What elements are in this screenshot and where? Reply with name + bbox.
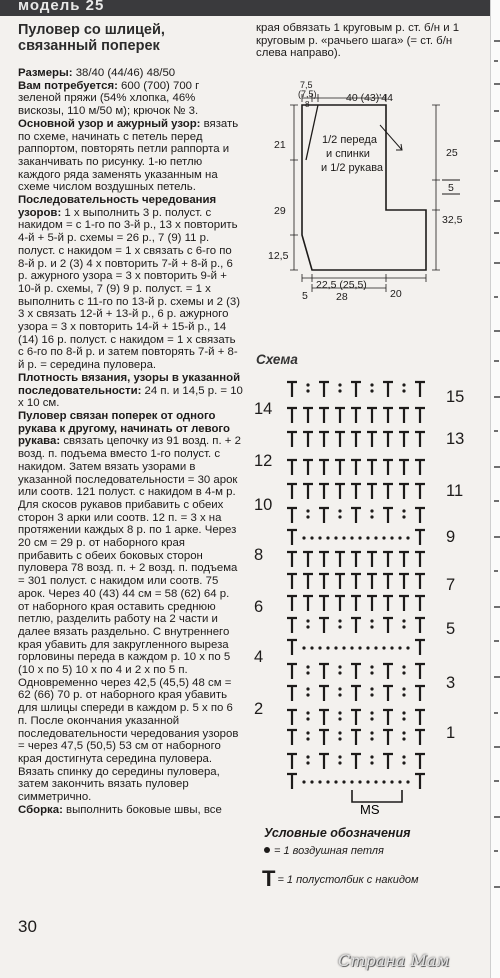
chain-stitch-icon [402, 717, 405, 720]
article-body [18, 22, 243, 816]
chain-stitch-icon [338, 761, 341, 764]
chain-stitch-icon [370, 665, 373, 668]
chain-stitch-icon [374, 536, 377, 539]
dc-stitch-icon [351, 460, 361, 475]
dc-stitch-icon [287, 686, 297, 701]
chain-stitch-icon [318, 536, 321, 539]
chain-stitch-icon [406, 646, 409, 649]
piece-label-1: 1/2 переда [322, 134, 377, 146]
row-number-13: 13 [446, 430, 465, 448]
density-paragraph [18, 372, 243, 410]
dc-symbol-icon: T [262, 866, 276, 891]
dim-right-25: 25 [446, 147, 458, 159]
pattern-label: Основной узор и ажурный узор: [18, 117, 201, 130]
chain-stitch-icon [310, 536, 313, 539]
site-watermark [338, 951, 490, 975]
rapport-label: MS [360, 802, 380, 817]
chain-stitch-icon [370, 737, 373, 740]
dc-stitch-icon [351, 686, 361, 701]
chain-stitch-icon [302, 780, 305, 783]
chain-stitch-icon [370, 711, 373, 714]
chain-dot-icon [264, 847, 270, 853]
chain-stitch-icon [310, 780, 313, 783]
dc-stitch-icon [335, 408, 345, 423]
dc-stitch-icon [415, 484, 425, 499]
garment-schematic [254, 80, 490, 325]
dc-stitch-icon [319, 664, 329, 679]
dc-stitch-icon [287, 754, 297, 769]
dc-stitch-icon [287, 710, 297, 725]
chain-stitch-icon [370, 619, 373, 622]
dc-stitch-icon [399, 596, 409, 611]
chain-stitch-icon [306, 389, 309, 392]
dc-stitch-icon [287, 508, 297, 523]
dc-stitch-icon [351, 618, 361, 633]
chain-stitch-icon [342, 536, 345, 539]
dc-stitch-icon [415, 618, 425, 633]
dc-stitch-icon [335, 432, 345, 447]
dc-stitch-icon [415, 382, 425, 397]
dc-stitch-icon [415, 508, 425, 523]
dc-stitch-icon [319, 686, 329, 701]
dc-stitch-icon [415, 774, 425, 789]
chain-stitch-icon [338, 731, 341, 734]
chain-stitch-icon [382, 780, 385, 783]
dc-stitch-icon [383, 382, 393, 397]
chain-stitch-icon [370, 731, 373, 734]
chain-stitch-icon [402, 625, 405, 628]
chain-stitch-icon [370, 693, 373, 696]
dc-stitch-icon [319, 596, 329, 611]
dc-stitch-icon [351, 552, 361, 567]
sequence-paragraph [18, 194, 243, 372]
row-number-9: 9 [446, 528, 456, 546]
chain-stitch-icon [406, 780, 409, 783]
dc-stitch-icon [287, 618, 297, 633]
dc-stitch-icon [319, 460, 329, 475]
chain-stitch-icon [366, 646, 369, 649]
instructions-label: Пуловер связан поперек от одного рукава к другому, начинать от левого рукава: [18, 409, 230, 448]
chain-stitch-icon [306, 625, 309, 628]
chain-stitch-icon [326, 780, 329, 783]
chain-stitch-icon [318, 780, 321, 783]
dc-stitch-icon [287, 552, 297, 567]
dc-stitch-icon [287, 730, 297, 745]
chain-stitch-icon [306, 761, 309, 764]
dc-stitch-icon [383, 460, 393, 475]
chain-stitch-icon [390, 780, 393, 783]
chain-stitch-icon [350, 536, 353, 539]
dc-stitch-icon [415, 460, 425, 475]
dim-right-5: 5 [448, 182, 454, 194]
dc-stitch-icon [351, 432, 361, 447]
legend-dc [262, 866, 419, 892]
chain-stitch-icon [306, 711, 309, 714]
dc-stitch-icon [383, 484, 393, 499]
chain-stitch-icon [302, 536, 305, 539]
dc-stitch-icon [367, 432, 377, 447]
dc-stitch-icon [367, 574, 377, 589]
materials-value: 600 (700) 700 г зеленой пряжи (54% хлопка, 46% вискозы, 110 м/50 м); крючок № 3. [18, 79, 200, 118]
dc-stitch-icon [319, 574, 329, 589]
dc-stitch-icon [287, 574, 297, 589]
dc-stitch-icon [335, 596, 345, 611]
chain-stitch-icon [326, 646, 329, 649]
row-number-10: 10 [254, 496, 273, 514]
dc-stitch-icon [383, 508, 393, 523]
dc-stitch-icon [351, 382, 361, 397]
chain-stitch-icon [402, 515, 405, 518]
instructions-paragraph [18, 410, 243, 804]
sequence-value: 1 х выполнить 3 р. полуст. с накидом = с 1-го по 3-й р., 13 х повторить 4-й + 5-й р. схемы = 26 р., 7 (9) 11 р. полуст. с накидом = 1 х связать с 6-го по 8-й р. и 2 (3) 4 х повторить 7-й + 8-й р., 6 р. ажурного узора = 3 х повторить 9-й + 10-й р. схемы, 7 (9) 9 р. полуст. = 1 х выполнить с 11-го по 13-й р. схемы и 2 (3) 3 х связать 12-й + 13-й р., 6 р. ажурного узора = 3 х повторить 14-й + 15-й р., 14 (14) 16 р. полуст. с накидом = 1 х связать с 6-го по 8-й р. и затем повторять 7-й + 8-й р. = середина пуловера. [18, 206, 241, 372]
outline-path [302, 105, 426, 270]
chain-stitch-icon [306, 717, 309, 720]
dc-stitch-icon [319, 408, 329, 423]
dc-stitch-icon [383, 552, 393, 567]
chain-stitch-icon [306, 619, 309, 622]
dc-stitch-icon [303, 596, 313, 611]
dc-stitch-icon [351, 664, 361, 679]
dc-stitch-icon [287, 664, 297, 679]
dc-stitch-icon [367, 408, 377, 423]
dc-stitch-icon [303, 552, 313, 567]
dc-stitch-icon [287, 640, 297, 655]
dc-stitch-icon [415, 408, 425, 423]
legend-chain-text: = 1 воздушная петля [274, 845, 384, 857]
dc-stitch-icon [367, 596, 377, 611]
chain-stitch-icon [402, 665, 405, 668]
chain-stitch-icon [402, 619, 405, 622]
dc-stitch-icon [351, 596, 361, 611]
density-label: Плотность вязания, узоры в указанной последовательности: [18, 371, 241, 397]
dc-stitch-icon [303, 574, 313, 589]
row-number-4: 4 [254, 648, 264, 666]
dc-stitch-icon [351, 484, 361, 499]
dc-stitch-icon [351, 754, 361, 769]
materials-label: Вам потребуется: [18, 79, 118, 92]
dc-stitch-icon [383, 730, 393, 745]
dc-stitch-icon [351, 508, 361, 523]
chain-stitch-icon [402, 731, 405, 734]
chain-stitch-icon [398, 646, 401, 649]
dc-stitch-icon [367, 460, 377, 475]
dc-stitch-icon [319, 730, 329, 745]
row-number-12: 12 [254, 452, 273, 470]
chain-stitch-icon [338, 717, 341, 720]
dc-stitch-icon [399, 408, 409, 423]
dc-stitch-icon [303, 460, 313, 475]
chain-stitch-icon [306, 687, 309, 690]
dc-stitch-icon [287, 460, 297, 475]
dc-stitch-icon [319, 508, 329, 523]
dc-stitch-icon [287, 596, 297, 611]
chain-stitch-icon [402, 711, 405, 714]
title-line-1: Пуловер со шлицей, [18, 22, 165, 38]
density-value: 24 п. и 14,5 р. = 10 х 10 см. [18, 384, 243, 410]
chain-stitch-icon [334, 646, 337, 649]
assembly-label: Сборка: [18, 803, 63, 816]
chain-stitch-icon [338, 693, 341, 696]
dim-bottom-20: 20 [390, 288, 402, 300]
chain-stitch-icon [402, 755, 405, 758]
chain-stitch-icon [370, 509, 373, 512]
dc-stitch-icon [287, 432, 297, 447]
chain-stitch-icon [358, 780, 361, 783]
row-number-3: 3 [446, 674, 456, 692]
row-number-5: 5 [446, 620, 456, 638]
chain-stitch-icon [350, 780, 353, 783]
chain-stitch-icon [306, 693, 309, 696]
dc-stitch-icon [287, 408, 297, 423]
chain-stitch-icon [306, 383, 309, 386]
dc-stitch-icon [335, 484, 345, 499]
row-number-15: 15 [446, 388, 465, 406]
dc-stitch-icon [415, 664, 425, 679]
chain-stitch-icon [402, 761, 405, 764]
dc-stitch-icon [383, 686, 393, 701]
chain-stitch-icon [326, 536, 329, 539]
dc-stitch-icon [415, 432, 425, 447]
dc-stitch-icon [335, 552, 345, 567]
chain-stitch-icon [338, 737, 341, 740]
chain-stitch-icon [370, 383, 373, 386]
chain-stitch-icon [338, 389, 341, 392]
chain-stitch-icon [338, 509, 341, 512]
stitch-chart [252, 370, 492, 820]
sequence-label: Последовательность чередования узоров: [18, 194, 217, 219]
dc-stitch-icon [335, 460, 345, 475]
dc-stitch-icon [319, 754, 329, 769]
dc-stitch-icon [351, 730, 361, 745]
dc-stitch-icon [383, 754, 393, 769]
dc-stitch-icon [415, 686, 425, 701]
dc-stitch-icon [287, 530, 297, 545]
pattern-value: вязать по схеме, начинать с петель перед раппортом, повторять петли раппорта и заканчивать по рисунку. 1-ю петлю каждого ряда заменять указанным на схеме числом воздушных петель. [18, 117, 239, 194]
chain-stitch-icon [370, 755, 373, 758]
chain-stitch-icon [398, 536, 401, 539]
assembly-continuation: края обвязать 1 круговым р. ст. б/н и 1 круговым р. «рачьего шага» (= ст. б/н слева направо). [256, 22, 460, 60]
legend-dc-text: = 1 полустолбик с накидом [277, 874, 419, 886]
instructions-value: связать цепочку из 91 возд. п. + 2 возд. п. подъема вместо 1-го полуст. с накидом. Затем вязать узорами в указанной последовательности = 30 арок или соотв. 121 полуст. с накидом в 4-м р. Для скосов рукавов прибавить с обеих сторон 3 арки или соотв. 12 п. = 3 х на протяжении каждых 8 р. по 1 арке. Через 20 см = 29 р. от наборного края прибавить с обеих боковых сторон пуловера 78 возд. п. + 2 возд. п. подъема = 301 полуст. с накидом или соотв. 75 арок. Через 40 (43) 44 см = 58 (62) 64 р. от наборного края оставить среднюю петлю, разделить работу на 2 части и далее вязать раздельно. С внутреннего края убавить для закругленного выреза горловины переда в каждом р. 10 х по 5 (10 х по 5) 10 х по 4 и 2 х по 5 п. Одновременно через 42,5 (45,5) 48 см = 62 (66) 70 р. от наборного края убавить для шлицы спереди в каждом р. 5 х по 6 п. После окончания указанной последовательности чередования узоров = через 47,5 (50,5) 53 см от наборного края достигнута середина пуловера. Вязать спинку до середины пуловера, затем закончить вязать пуловер симметрично. [18, 435, 241, 804]
dc-stitch-icon [415, 730, 425, 745]
chain-stitch-icon [334, 536, 337, 539]
chain-stitch-icon [358, 646, 361, 649]
materials-paragraph [18, 80, 243, 118]
article-title [18, 22, 243, 54]
header-band [0, 0, 490, 16]
dim-top-small-3: 8 [305, 100, 310, 109]
dc-stitch-icon [383, 596, 393, 611]
assembly-value: выполнить боковые швы, все [62, 803, 222, 816]
chain-stitch-icon [338, 625, 341, 628]
chain-stitch-icon [306, 665, 309, 668]
dc-stitch-icon [319, 618, 329, 633]
chain-stitch-icon [358, 536, 361, 539]
legend-title: Условные обозначения [264, 826, 411, 840]
chain-stitch-icon [370, 671, 373, 674]
dc-stitch-icon [383, 618, 393, 633]
dim-bottom-225: 22,5 (25,5) [316, 279, 367, 291]
chain-stitch-icon [374, 780, 377, 783]
dc-stitch-icon [399, 552, 409, 567]
chain-stitch-icon [306, 731, 309, 734]
assembly-paragraph [18, 804, 243, 817]
dc-stitch-icon [287, 382, 297, 397]
header-band-text: модель 25 [18, 0, 105, 14]
dc-stitch-icon [303, 432, 313, 447]
chain-stitch-icon [382, 536, 385, 539]
watermark-text: Страна Мам [338, 951, 450, 970]
piece-label-2: и спинки [326, 148, 370, 160]
chain-stitch-icon [374, 646, 377, 649]
chain-stitch-icon [318, 646, 321, 649]
row-number-1: 1 [446, 724, 456, 742]
chain-stitch-icon [370, 389, 373, 392]
dc-stitch-icon [319, 432, 329, 447]
chain-stitch-icon [402, 383, 405, 386]
chain-stitch-icon [306, 509, 309, 512]
dc-stitch-icon [415, 640, 425, 655]
chain-stitch-icon [338, 671, 341, 674]
sizes-label: Размеры: [18, 67, 73, 79]
chain-stitch-icon [338, 515, 341, 518]
chain-stitch-icon [342, 646, 345, 649]
legend-chain [264, 845, 384, 857]
chain-stitch-icon [402, 509, 405, 512]
chain-stitch-icon [306, 755, 309, 758]
row-number-14: 14 [254, 400, 273, 418]
dc-stitch-icon [351, 408, 361, 423]
dim-top-small-2: (7,5) [298, 89, 317, 99]
dc-stitch-icon [415, 552, 425, 567]
dc-stitch-icon [287, 774, 297, 789]
dc-stitch-icon [319, 710, 329, 725]
pattern-paragraph [18, 118, 243, 194]
row-number-11: 11 [446, 482, 464, 500]
chain-stitch-icon [306, 515, 309, 518]
chain-stitch-icon [370, 625, 373, 628]
chain-stitch-icon [338, 755, 341, 758]
chain-stitch-icon [350, 646, 353, 649]
dim-left-29: 29 [274, 205, 286, 217]
dim-left-125: 12,5 [268, 250, 289, 262]
chain-stitch-icon [338, 383, 341, 386]
chain-stitch-icon [382, 646, 385, 649]
title-line-2: связанный поперек [18, 38, 160, 54]
dc-stitch-icon [415, 574, 425, 589]
chain-stitch-icon [338, 665, 341, 668]
chain-stitch-icon [306, 737, 309, 740]
dc-stitch-icon [383, 664, 393, 679]
chain-stitch-icon [406, 536, 409, 539]
dim-right-325: 32,5 [442, 214, 463, 226]
dc-stitch-icon [399, 484, 409, 499]
chain-stitch-icon [342, 780, 345, 783]
chain-stitch-icon [310, 646, 313, 649]
chain-stitch-icon [302, 646, 305, 649]
piece-label-3: и 1/2 рукава [321, 162, 384, 174]
dc-stitch-icon [399, 574, 409, 589]
chain-stitch-icon [338, 619, 341, 622]
chain-stitch-icon [370, 717, 373, 720]
dc-stitch-icon [383, 408, 393, 423]
dc-stitch-icon [351, 710, 361, 725]
chain-stitch-icon [370, 515, 373, 518]
chain-stitch-icon [402, 671, 405, 674]
dc-stitch-icon [399, 432, 409, 447]
dc-stitch-icon [383, 432, 393, 447]
chain-stitch-icon [306, 671, 309, 674]
dc-stitch-icon [303, 484, 313, 499]
chain-stitch-icon [338, 711, 341, 714]
chain-stitch-icon [338, 687, 341, 690]
dc-stitch-icon [303, 408, 313, 423]
dc-stitch-icon [335, 574, 345, 589]
chain-stitch-icon [402, 693, 405, 696]
dc-stitch-icon [367, 484, 377, 499]
row-number-7: 7 [446, 576, 456, 594]
schematic-outline [254, 80, 490, 325]
dc-stitch-icon [415, 754, 425, 769]
dc-stitch-icon [415, 710, 425, 725]
dc-stitch-icon [383, 710, 393, 725]
chain-stitch-icon [370, 761, 373, 764]
dc-stitch-icon [351, 574, 361, 589]
dc-stitch-icon [367, 552, 377, 567]
row-number-2: 2 [254, 700, 264, 718]
chain-stitch-icon [402, 737, 405, 740]
chain-stitch-icon [402, 389, 405, 392]
dim-top-width: 40 (43)'44 [346, 92, 393, 104]
row-number-8: 8 [254, 546, 264, 564]
dc-stitch-icon [319, 382, 329, 397]
chart-title: Схема [256, 352, 298, 367]
rapport-bracket [352, 790, 402, 802]
dc-stitch-icon [319, 484, 329, 499]
dc-stitch-icon [415, 596, 425, 611]
page-number: 30 [18, 917, 37, 936]
dc-stitch-icon [319, 552, 329, 567]
row-number-6: 6 [254, 598, 264, 616]
dim-bottom-28: 28 [336, 291, 348, 303]
chain-stitch-icon [334, 780, 337, 783]
sizes-value: 38/40 (44/46) 48/50 [72, 67, 176, 79]
dc-stitch-icon [287, 484, 297, 499]
dc-stitch-icon [383, 574, 393, 589]
chain-stitch-icon [402, 687, 405, 690]
chain-stitch-icon [398, 780, 401, 783]
dc-stitch-icon [399, 460, 409, 475]
dc-stitch-icon [415, 530, 425, 545]
chain-stitch-icon [366, 536, 369, 539]
chain-stitch-icon [370, 687, 373, 690]
dim-bottom-5: 5 [302, 290, 308, 302]
chain-stitch-icon [366, 780, 369, 783]
dim-top-small: 7,5 [300, 80, 313, 90]
dim-left-21: 21 [274, 139, 286, 151]
sizes-paragraph [18, 67, 243, 80]
chain-stitch-icon [390, 536, 393, 539]
chain-stitch-icon [390, 646, 393, 649]
